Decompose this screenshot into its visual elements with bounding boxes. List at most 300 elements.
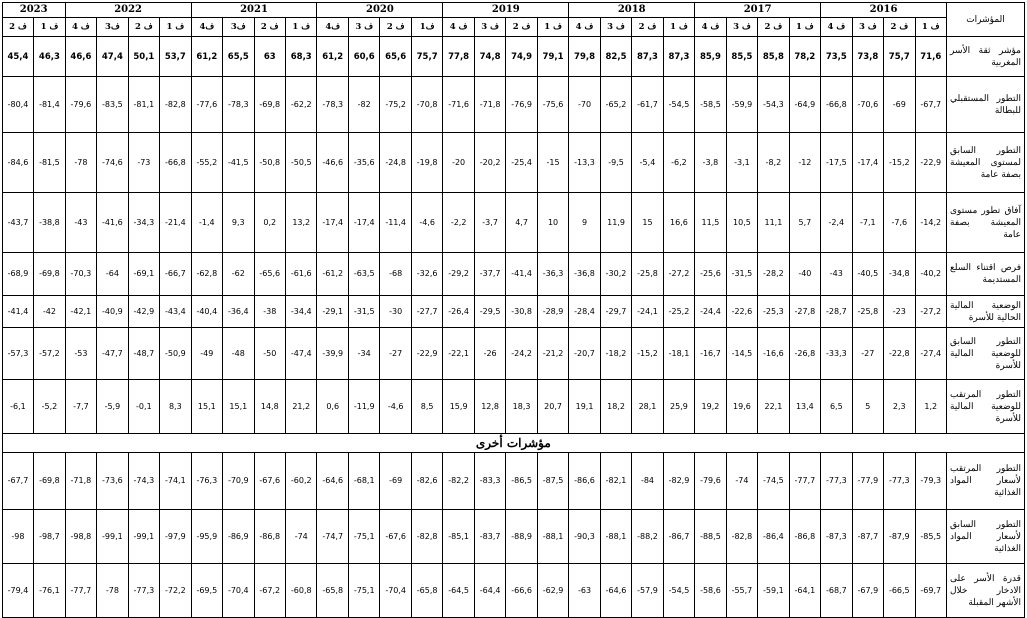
indicator-value: -79,6 bbox=[695, 453, 727, 510]
indicator-value: -25,8 bbox=[852, 296, 883, 328]
indicator-value: -74 bbox=[286, 510, 317, 564]
indicator-value: -65,8 bbox=[411, 564, 442, 618]
indicator-label: التطور المرتقب لأسعار المواد الغذائية bbox=[947, 453, 1025, 510]
quarter-header: ف4 bbox=[191, 18, 223, 37]
indicator-value: -43 bbox=[821, 253, 853, 296]
indicator-value: -98 bbox=[2, 510, 33, 564]
indicator-value: -64 bbox=[97, 253, 128, 296]
indicator-value: 47,4 bbox=[97, 37, 128, 77]
indicator-value: -66,8 bbox=[160, 133, 191, 193]
indicator-value: -66,6 bbox=[506, 564, 537, 618]
indicator-value: 5 bbox=[852, 380, 883, 434]
indicator-value: -67,6 bbox=[254, 453, 285, 510]
indicator-value: -35,6 bbox=[348, 133, 379, 193]
indicator-value: -29,5 bbox=[474, 296, 505, 328]
indicator-value: -86,8 bbox=[254, 510, 285, 564]
indicator-row bbox=[2, 193, 1024, 253]
indicator-value: -29,2 bbox=[443, 253, 475, 296]
indicator-value: -70,9 bbox=[223, 453, 254, 510]
indicator-value: -90,3 bbox=[569, 510, 601, 564]
year-header: 2021 bbox=[191, 3, 317, 18]
indicator-value: -78 bbox=[97, 564, 128, 618]
indicator-value: -74,1 bbox=[160, 453, 191, 510]
indicator-value: 10,5 bbox=[726, 193, 757, 253]
quarter-header: ف 1 bbox=[286, 18, 317, 37]
indicator-value: -88,2 bbox=[632, 510, 663, 564]
indicator-value: -6,2 bbox=[663, 133, 694, 193]
indicator-value: -4,6 bbox=[380, 380, 411, 434]
other-indicators-body bbox=[2, 453, 1024, 618]
indicator-label: قدرة الأسر على الادخار خلال الأشهر المقبلة bbox=[947, 564, 1025, 618]
indicator-value: 28,1 bbox=[632, 380, 663, 434]
indicator-value: -69,7 bbox=[915, 564, 946, 618]
indicator-value: -77,3 bbox=[128, 564, 159, 618]
indicator-value: 20,7 bbox=[537, 380, 568, 434]
indicator-label: التطور السابق لمستوى المعيشة بصفة عامة bbox=[947, 133, 1025, 193]
indicator-value: -43,4 bbox=[160, 296, 191, 328]
indicator-value: -69,8 bbox=[254, 77, 285, 133]
indicator-value: -27 bbox=[380, 328, 411, 380]
indicator-value: 18,2 bbox=[600, 380, 631, 434]
quarter-header: ف 3 bbox=[852, 18, 883, 37]
indicator-value: -42,9 bbox=[128, 296, 159, 328]
indicator-value: -28,9 bbox=[537, 296, 568, 328]
quarter-header: ف1 bbox=[411, 18, 442, 37]
indicator-value: 15,1 bbox=[223, 380, 254, 434]
indicator-row bbox=[2, 328, 1024, 380]
indicator-value: -74 bbox=[726, 453, 757, 510]
indicator-value: -22,6 bbox=[726, 296, 757, 328]
year-header: 2016 bbox=[821, 3, 947, 18]
indicator-value: -22,9 bbox=[915, 133, 946, 193]
indicator-value: -34,8 bbox=[884, 253, 915, 296]
indicator-value: -13,3 bbox=[569, 133, 601, 193]
year-header: 2022 bbox=[65, 3, 191, 18]
indicator-value: -30,8 bbox=[506, 296, 537, 328]
indicator-value: 65,6 bbox=[380, 37, 411, 77]
indicator-value: -62,9 bbox=[537, 564, 568, 618]
indicator-value: -47,4 bbox=[286, 328, 317, 380]
indicator-value: 2,3 bbox=[884, 380, 915, 434]
indicator-value: -65,6 bbox=[254, 253, 285, 296]
indicator-value: -7,1 bbox=[852, 193, 883, 253]
indicator-value: -59,9 bbox=[726, 77, 757, 133]
indicator-value: -48,7 bbox=[128, 328, 159, 380]
quarter-header: ف 4 bbox=[569, 18, 601, 37]
indicator-value: -76,3 bbox=[191, 453, 223, 510]
indicator-value: -57,3 bbox=[2, 328, 33, 380]
indicator-value: -70,8 bbox=[411, 77, 442, 133]
year-header: 2023 bbox=[2, 3, 65, 18]
indicator-value: 25,9 bbox=[663, 380, 694, 434]
indicator-value: -37,7 bbox=[474, 253, 505, 296]
indicator-value: -43 bbox=[65, 193, 97, 253]
indicator-value: -55,7 bbox=[726, 564, 757, 618]
indicator-value: -68,7 bbox=[821, 564, 853, 618]
indicator-value: -54,5 bbox=[663, 77, 694, 133]
indicator-value: -69,8 bbox=[34, 253, 65, 296]
indicator-value: 75,7 bbox=[884, 37, 915, 77]
indicator-value: -34,4 bbox=[286, 296, 317, 328]
indicator-value: -60,8 bbox=[286, 564, 317, 618]
indicator-value: 9,3 bbox=[223, 193, 254, 253]
indicator-value: -18,1 bbox=[663, 328, 694, 380]
indicator-value: 8,3 bbox=[160, 380, 191, 434]
indicator-value: -25,2 bbox=[663, 296, 694, 328]
indicator-value: -77,7 bbox=[65, 564, 97, 618]
indicator-value: -25,6 bbox=[695, 253, 727, 296]
section-title-other-indicators: مؤشرات أخرى bbox=[2, 434, 1024, 453]
indicator-value: -79,4 bbox=[2, 564, 33, 618]
indicator-value: 46,6 bbox=[65, 37, 97, 77]
indicator-value: 13,2 bbox=[286, 193, 317, 253]
quarter-header: ف 2 bbox=[632, 18, 663, 37]
indicator-value: -24,8 bbox=[380, 133, 411, 193]
indicator-label: آفاق تطور مستوى المعيشة بصفة عامة bbox=[947, 193, 1025, 253]
indicator-value: 22,1 bbox=[758, 380, 789, 434]
indicator-value: 11,9 bbox=[600, 193, 631, 253]
indicator-value: 16,6 bbox=[663, 193, 694, 253]
indicator-value: 75,7 bbox=[411, 37, 442, 77]
indicator-value: -3,8 bbox=[695, 133, 727, 193]
indicator-label: التطور السابق للوضعية المالية للأسرة bbox=[947, 328, 1025, 380]
indicator-value: -67,9 bbox=[852, 564, 883, 618]
indicator-value: -66,5 bbox=[884, 564, 915, 618]
indicator-value: -88,1 bbox=[537, 510, 568, 564]
quarter-header: ف 2 bbox=[128, 18, 159, 37]
indicator-value: -78,3 bbox=[223, 77, 254, 133]
year-header: 2019 bbox=[443, 3, 569, 18]
indicator-value: -71,8 bbox=[474, 77, 505, 133]
indicator-value: -82,9 bbox=[663, 453, 694, 510]
indicator-value: -62,8 bbox=[191, 253, 223, 296]
indicator-value: -40,9 bbox=[97, 296, 128, 328]
indicators-table bbox=[2, 2, 1025, 618]
indicator-value: -20,7 bbox=[569, 328, 601, 380]
indicator-value: 15,9 bbox=[443, 380, 475, 434]
indicator-value: -77,3 bbox=[821, 453, 853, 510]
indicator-value: -17,5 bbox=[821, 133, 853, 193]
quarter-header: ف 1 bbox=[160, 18, 191, 37]
indicator-row bbox=[2, 453, 1024, 510]
indicator-value: -74,6 bbox=[97, 133, 128, 193]
indicator-value: -64,1 bbox=[789, 564, 820, 618]
indicator-value: -87,9 bbox=[884, 510, 915, 564]
indicator-value: -64,6 bbox=[317, 453, 349, 510]
indicator-value: -3,7 bbox=[474, 193, 505, 253]
indicator-value: -20,2 bbox=[474, 133, 505, 193]
indicator-value: 46,3 bbox=[34, 37, 65, 77]
indicator-value: -31,5 bbox=[348, 296, 379, 328]
indicator-value: -31,5 bbox=[726, 253, 757, 296]
indicator-value: -59,1 bbox=[758, 564, 789, 618]
indicator-value: 11,1 bbox=[758, 193, 789, 253]
indicator-value: -88,9 bbox=[506, 510, 537, 564]
indicator-value: -60,2 bbox=[286, 453, 317, 510]
quarter-header: ف 4 bbox=[695, 18, 727, 37]
quarter-header: ف 2 bbox=[758, 18, 789, 37]
indicator-value: 12,8 bbox=[474, 380, 505, 434]
indicator-value: -9,5 bbox=[600, 133, 631, 193]
indicator-value: -2,4 bbox=[821, 193, 853, 253]
indicator-value: 73,8 bbox=[852, 37, 883, 77]
indicator-value: -1,4 bbox=[191, 193, 223, 253]
indicator-value: -99,1 bbox=[97, 510, 128, 564]
indicator-value: -82,8 bbox=[726, 510, 757, 564]
indicator-label: التطور السابق لأسعار المواد الغذائية bbox=[947, 510, 1025, 564]
quarter-header: ف 3 bbox=[726, 18, 757, 37]
indicator-value: -28,4 bbox=[569, 296, 601, 328]
indicator-value: -70,4 bbox=[380, 564, 411, 618]
indicator-value: -25,3 bbox=[758, 296, 789, 328]
indicator-value: 82,5 bbox=[600, 37, 631, 77]
indicator-value: 9 bbox=[569, 193, 601, 253]
indicator-value: -76,9 bbox=[506, 77, 537, 133]
indicator-value: -98,8 bbox=[65, 510, 97, 564]
indicator-value: -81,5 bbox=[34, 133, 65, 193]
indicator-value: -70,3 bbox=[65, 253, 97, 296]
indicator-value: 85,9 bbox=[695, 37, 727, 77]
indicator-value: 78,2 bbox=[789, 37, 820, 77]
indicator-value: 13,4 bbox=[789, 380, 820, 434]
year-header: 2017 bbox=[695, 3, 821, 18]
indicator-value: -66,8 bbox=[821, 77, 853, 133]
indicator-value: -82,8 bbox=[160, 77, 191, 133]
indicator-value: -12 bbox=[789, 133, 820, 193]
indicator-value: 6,5 bbox=[821, 380, 853, 434]
indicator-value: -21,4 bbox=[160, 193, 191, 253]
indicator-value: -40,4 bbox=[191, 296, 223, 328]
indicator-value: -38 bbox=[254, 296, 285, 328]
indicator-value: -67,6 bbox=[380, 510, 411, 564]
indicator-value: 19,1 bbox=[569, 380, 601, 434]
indicator-value: -24,1 bbox=[632, 296, 663, 328]
indicator-value: -26 bbox=[474, 328, 505, 380]
indicator-value: -82,6 bbox=[411, 453, 442, 510]
indicator-value: -73 bbox=[128, 133, 159, 193]
indicator-value: -4,6 bbox=[411, 193, 442, 253]
indicator-label: فرص اقتناء السلع المستديمة bbox=[947, 253, 1025, 296]
indicator-value: 53,7 bbox=[160, 37, 191, 77]
indicator-value: 14,8 bbox=[254, 380, 285, 434]
indicator-value: -81,1 bbox=[128, 77, 159, 133]
indicator-value: 85,8 bbox=[758, 37, 789, 77]
indicator-value: -58,5 bbox=[695, 77, 727, 133]
indicator-value: -11,9 bbox=[348, 380, 379, 434]
indicator-value: -95,9 bbox=[191, 510, 223, 564]
indicator-value: -71,8 bbox=[65, 453, 97, 510]
indicator-row bbox=[2, 510, 1024, 564]
indicator-value: -50 bbox=[254, 328, 285, 380]
indicator-value: -23 bbox=[884, 296, 915, 328]
indicator-value: 87,3 bbox=[663, 37, 694, 77]
indicator-value: -63 bbox=[569, 564, 601, 618]
indicator-value: -39,9 bbox=[317, 328, 349, 380]
year-header: 2018 bbox=[569, 3, 695, 18]
indicator-value: -88,5 bbox=[695, 510, 727, 564]
indicator-value: -70,4 bbox=[223, 564, 254, 618]
indicator-value: 1,2 bbox=[915, 380, 946, 434]
indicator-value: -74,7 bbox=[317, 510, 349, 564]
indicator-value: -2,2 bbox=[443, 193, 475, 253]
indicator-value: 10 bbox=[537, 193, 568, 253]
indicator-value: -97,9 bbox=[160, 510, 191, 564]
quarter-header: ف 4 bbox=[65, 18, 97, 37]
indicator-value: -24,4 bbox=[695, 296, 727, 328]
section-header-row bbox=[2, 434, 1024, 453]
indicator-value: -14,2 bbox=[915, 193, 946, 253]
indicator-value: -69 bbox=[380, 453, 411, 510]
indicator-value: -28,7 bbox=[821, 296, 853, 328]
year-header: 2020 bbox=[317, 3, 443, 18]
indicator-value: 85,5 bbox=[726, 37, 757, 77]
indicator-label: التطور المرتقب للوضعية المالية للأسرة bbox=[947, 380, 1025, 434]
indicator-value: -40,2 bbox=[915, 253, 946, 296]
indicator-value: -27,2 bbox=[915, 296, 946, 328]
indicator-value: -61,2 bbox=[317, 253, 349, 296]
quarter-header: ف3 bbox=[97, 18, 128, 37]
indicator-value: 45,4 bbox=[2, 37, 33, 77]
quarter-header: ف 2 bbox=[254, 18, 285, 37]
indicator-value: 5,7 bbox=[789, 193, 820, 253]
indicator-value: 0,6 bbox=[317, 380, 349, 434]
other-indicators-section bbox=[2, 434, 1024, 453]
indicator-value: -41,5 bbox=[223, 133, 254, 193]
indicator-value: -16,7 bbox=[695, 328, 727, 380]
indicator-value: -74,5 bbox=[758, 453, 789, 510]
indicator-row bbox=[2, 296, 1024, 328]
indicator-value: -27,2 bbox=[663, 253, 694, 296]
quarter-header: ف 1 bbox=[789, 18, 820, 37]
indicator-value: -87,3 bbox=[821, 510, 853, 564]
indicator-value: -46,6 bbox=[317, 133, 349, 193]
indicator-value: -75,1 bbox=[348, 510, 379, 564]
indicator-value: 87,3 bbox=[632, 37, 663, 77]
indicator-value: 71,6 bbox=[915, 37, 946, 77]
indicator-value: -69,5 bbox=[191, 564, 223, 618]
indicator-value: 8,5 bbox=[411, 380, 442, 434]
indicator-value: -57,9 bbox=[632, 564, 663, 618]
indicator-value: -40,5 bbox=[852, 253, 883, 296]
indicator-value: -77,3 bbox=[884, 453, 915, 510]
indicator-value: -82,8 bbox=[411, 510, 442, 564]
indicator-value: -86,6 bbox=[569, 453, 601, 510]
quarter-header: ف 1 bbox=[663, 18, 694, 37]
indicator-value: -15 bbox=[537, 133, 568, 193]
indicator-value: -22,9 bbox=[411, 328, 442, 380]
indicator-value: 61,2 bbox=[317, 37, 349, 77]
indicator-value: 15,1 bbox=[191, 380, 223, 434]
indicator-value: -77,7 bbox=[789, 453, 820, 510]
indicator-value: -79,6 bbox=[65, 77, 97, 133]
indicator-value: -42,1 bbox=[65, 296, 97, 328]
indicator-value: -25,8 bbox=[632, 253, 663, 296]
indicator-value: -71,6 bbox=[443, 77, 475, 133]
indicator-value: -43,7 bbox=[2, 193, 33, 253]
indicator-value: -17,4 bbox=[317, 193, 349, 253]
indicator-value: -5,9 bbox=[97, 380, 128, 434]
indicator-value: -14,5 bbox=[726, 328, 757, 380]
indicator-value: -73,6 bbox=[97, 453, 128, 510]
indicator-value: -86,8 bbox=[789, 510, 820, 564]
indicator-value: -75,1 bbox=[348, 564, 379, 618]
indicator-value: -54,5 bbox=[663, 564, 694, 618]
indicator-value: -83,7 bbox=[474, 510, 505, 564]
indicator-value: -83,5 bbox=[97, 77, 128, 133]
indicator-value: -0,1 bbox=[128, 380, 159, 434]
indicator-value: -88,1 bbox=[600, 510, 631, 564]
indicator-value: -50,9 bbox=[160, 328, 191, 380]
indicator-value: 11,5 bbox=[695, 193, 727, 253]
indicator-value: -79,3 bbox=[915, 453, 946, 510]
indicator-value: -61,6 bbox=[286, 253, 317, 296]
indicator-value: 18,3 bbox=[506, 380, 537, 434]
indicator-value: 15 bbox=[632, 193, 663, 253]
indicator-value: 65,5 bbox=[223, 37, 254, 77]
indicator-value: -83,3 bbox=[474, 453, 505, 510]
indicator-row bbox=[2, 380, 1024, 434]
quarter-header: ف 1 bbox=[34, 18, 65, 37]
indicator-value: 50,1 bbox=[128, 37, 159, 77]
indicator-row bbox=[2, 253, 1024, 296]
indicator-value: 79,8 bbox=[569, 37, 601, 77]
indicator-value: -29,7 bbox=[600, 296, 631, 328]
indicator-value: -7,7 bbox=[65, 380, 97, 434]
quarter-header: ف 3 bbox=[348, 18, 379, 37]
indicator-value: -8,2 bbox=[758, 133, 789, 193]
indicator-row bbox=[2, 77, 1024, 133]
indicator-value: -80,4 bbox=[2, 77, 33, 133]
indicator-value: -86,4 bbox=[758, 510, 789, 564]
indicator-value: -41,4 bbox=[506, 253, 537, 296]
indicator-value: 4,7 bbox=[506, 193, 537, 253]
indicator-value: -16,6 bbox=[758, 328, 789, 380]
indicator-value: -27,4 bbox=[915, 328, 946, 380]
indicator-value: -15,2 bbox=[884, 133, 915, 193]
indicator-value: -77,9 bbox=[852, 453, 883, 510]
indicator-value: 79,1 bbox=[537, 37, 568, 77]
indicator-value: -22,1 bbox=[443, 328, 475, 380]
indicator-value: -50,5 bbox=[286, 133, 317, 193]
indicator-value: -68 bbox=[380, 253, 411, 296]
indicator-value: -86,5 bbox=[506, 453, 537, 510]
indicator-value: -11,4 bbox=[380, 193, 411, 253]
indicator-column-header: المؤشرات bbox=[947, 3, 1025, 37]
indicator-value: -26,4 bbox=[443, 296, 475, 328]
indicator-value: -47,7 bbox=[97, 328, 128, 380]
indicator-value: -86,9 bbox=[223, 510, 254, 564]
indicator-value: 74,9 bbox=[506, 37, 537, 77]
indicator-value: -62,2 bbox=[286, 77, 317, 133]
indicator-value: 60,6 bbox=[348, 37, 379, 77]
indicator-value: -58,6 bbox=[695, 564, 727, 618]
quarter-header: ف 3 bbox=[600, 18, 631, 37]
indicator-value: 68,3 bbox=[286, 37, 317, 77]
indicator-value: -7,6 bbox=[884, 193, 915, 253]
quarter-header: ف 2 bbox=[506, 18, 537, 37]
indicator-value: -33,3 bbox=[821, 328, 853, 380]
indicator-value: -74,3 bbox=[128, 453, 159, 510]
indicator-value: -27,7 bbox=[411, 296, 442, 328]
quarter-header-row bbox=[2, 18, 1024, 37]
quarter-header: ف 2 bbox=[380, 18, 411, 37]
main-indicators-body bbox=[2, 37, 1024, 434]
indicator-value: 63 bbox=[254, 37, 285, 77]
indicator-label: التطور المستقبلي للبطالة bbox=[947, 77, 1025, 133]
indicator-value: -82,1 bbox=[600, 453, 631, 510]
indicator-value: -55,2 bbox=[191, 133, 223, 193]
indicator-value: -67,7 bbox=[2, 453, 33, 510]
